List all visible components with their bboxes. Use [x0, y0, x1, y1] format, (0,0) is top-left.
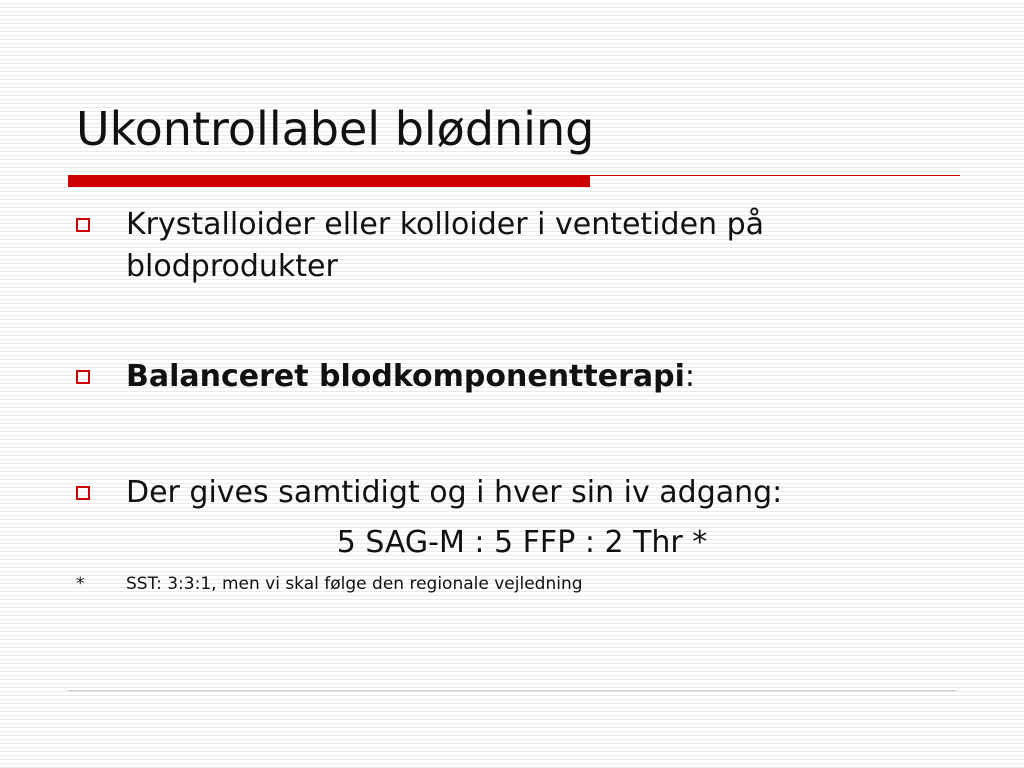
bullet-bold-text: Balanceret blodkomponentterapi: [126, 359, 685, 394]
hollow-square-bullet-icon: [76, 370, 90, 384]
hollow-square-bullet-icon: [76, 486, 90, 500]
slide-title: Ukontrollabel blødning: [76, 102, 595, 156]
bottom-divider: [68, 690, 956, 691]
hollow-square-bullet-icon: [76, 218, 90, 232]
bullet-text: Krystalloider eller kolloider i ventetiden på blodprodukter: [126, 207, 764, 284]
bullet-suffix: :: [684, 359, 695, 394]
ratio-line: 5 SAG-M : 5 FFP : 2 Thr *: [336, 525, 708, 560]
bullet-text: [126, 356, 695, 398]
bullet-item-simultaneous: [76, 472, 956, 514]
footnote-text: SST: 3:3:1, men vi skal følge den regionale vejledning: [126, 574, 583, 594]
title-underline-accent: [68, 175, 590, 187]
title-underline-thin: [590, 175, 960, 176]
bullet-item-balanced-therapy: [76, 356, 956, 398]
bullet-text: Der gives samtidigt og i hver sin iv adgang:: [126, 475, 783, 510]
footnote: [76, 571, 583, 597]
bullet-item-crystalloids: [76, 204, 956, 288]
footnote-mark: *: [76, 574, 85, 594]
